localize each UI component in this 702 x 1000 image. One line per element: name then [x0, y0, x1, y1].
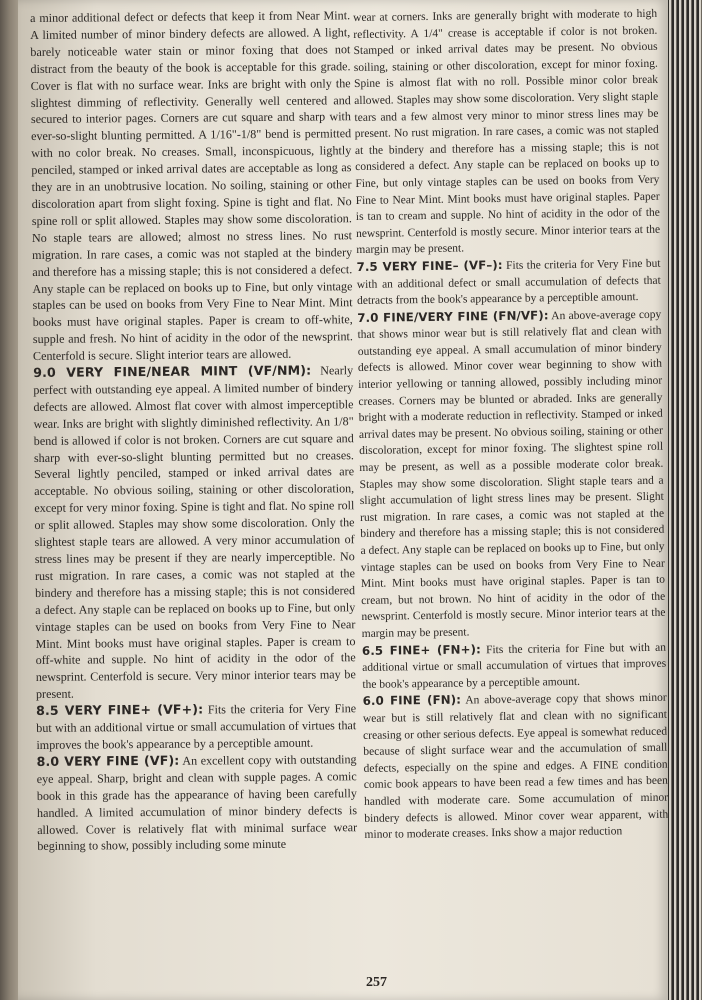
grade-entry-6-0: [363, 689, 669, 844]
grade-heading: 6.5 FINE+ (FN+):: [361, 641, 481, 658]
right-column: [353, 6, 669, 844]
grade-entry-7-5: [356, 255, 661, 310]
grade-heading: 7.5 VERY FINE– (VF–):: [356, 257, 503, 274]
paragraph-text: wear at corners. Inks are generally bright with moderate to high reflectivity. A 1/4" crease is acceptable if color is not broken. Stamped or inked arrival dates may be present. No obvious soiling, staining or other discoloration, except for minor foxing. Spine is almost flat with no roll. Possible minor color break allowed. Staples may show some discoloration. Very slight staple tears and a few almost very minor to minor stress lines may be present. No rust migration. In rare cases, a comic was not stapled at the bindery and therefore has a missing staple; this is not considered a defect. Any staple can be replaced on books up to Fine, but only vintage staples can be used on books from Very Fine to Near Mint. Mint books must have original staples. Paper is tan to cream and supple. No hint of acidity in the odor of the newsprint. Centerfold is mostly secure. Minor interior tears at the margin may be present.: [353, 7, 661, 257]
grade-heading: 9.0 VERY FINE/NEAR MINT (VF/NM):: [33, 362, 312, 381]
paragraph: [353, 6, 660, 259]
paragraph-text: An above-average copy that shows minor wear but is still relatively flat and clean with no significant creasing or other serious defects. Eye appeal is somewhat reduced because of slight surface wear and the accumulation of small defects, especially on the spine and edges. A FINE condition comic book appears to have been read a few times and has been handled with moderate care. Some accumulation of minor bindery defects is allowed. Minor cover wear apparent, with minor to moderate creases. Inks show a major reduction: [362, 692, 669, 842]
paragraph-text: a minor additional defect or defects that keep it from Near Mint. A limited number of minor bindery defects are allowed. A light, barely noticeable water stain or minor foxing that does not distract from the beauty of the book is acceptable for this grade. Cover is flat with no surface wear. Inks are bright with only the slightest dimming of reflectivity. Generally well centered and secured to interior pages. Corners are cut square and sharp with ever-so-slight blunting permitted. A 1/16"-1/8" bend is permitted with no color break. No creases. Small, inconspicuous, lightly penciled, stamped or inked arrival dates are acceptable as long as they are in an unobtrusive location. No soiling, staining or other discoloration apart from slight foxing. Spine is tight and flat. No spine roll or split allowed. Staples may show some discoloration. No staple tears are allowed; almost no stress lines. No rust migration. In rare cases, a comic was not stapled at the bindery and therefore has a missing staple; this is not considered a defect. Any staple can be replaced on books up to Fine, but only vintage staples can be used on books from Very Fine to Near Mint. Mint books must have original staples. Paper is cream to off-white, supple and fresh. No hint of acidity in the odor of the newsprint. Centerfold is secure. Slight interior tears are allowed.: [30, 8, 353, 364]
grade-entry-6-5: [362, 638, 667, 693]
grade-entry-8-5: [36, 700, 356, 754]
grade-entry-8-0: [36, 751, 357, 855]
paragraph: [30, 7, 353, 365]
page-stack-edge: [662, 0, 702, 1000]
grade-entry-7-0: [357, 305, 666, 642]
grade-heading: 8.0 VERY FINE (VF):: [36, 752, 180, 769]
book-page: [18, 0, 668, 1000]
grade-heading: 8.5 VERY FINE+ (VF+):: [36, 701, 204, 719]
paragraph-text: An above-average copy that shows minor wear but is still relatively flat and clean with outstanding eye appeal. A small accumulation of minor bindery defects is allowed. Minor cover wear beginning to show with interior yellowing or tanning allowed, possibly including minor creases. Corners may be blunted or abraded. Inks are generally bright with a moderate reduction in reflectivity. Stamped or inked arrival dates may be present. No obvious soiling, staining or other discoloration, except for minor foxing. The slightest spine roll may be present, as well as a possible moderate color break. Staples may show some discoloration. Slight staple tears and a slight accumulation of light stress lines may be present. Slight rust migration. In rare cases, a comic was not stapled at the bindery and therefore has a missing staple; this is not considered a defect. Any staple can be replaced on books up to Fine, but only vintage staples can be used on books from Very Fine to Near Mint. Mint books must have original staples. Paper is tan to cream, but not brown. No hint of acidity in the odor of the newsprint. Centerfold is mostly secure. Minor interior tears at the margin may be present.: [357, 308, 666, 640]
grade-heading: 7.0 FINE/VERY FINE (FN/VF):: [357, 307, 549, 325]
paragraph-text: An excellent copy with outstanding eye appeal. Sharp, bright and clean with supple pages. A comic book in this grade has the appearance of having been carefully handled. A limited accumulation of minor bindery defects is allowed. Cover is relatively flat with minimal surface wear beginning to show, possibly including some minute: [36, 752, 358, 854]
paragraph-text: Nearly perfect with outstanding eye appeal. A limited number of bindery defects are allowed. Almost flat cover with almost imperceptible wear. Inks are bright with slightly diminished reflectivity. An 1/8" bend is allowed if color is not broken. Corners are cut square and sharp with ever-so-slight blunting permitted but no creases. Several lightly penciled, stamped or inked arrival dates are acceptable. No obvious soiling, staining or other discoloration, except for very minor foxing. Spine is tight and flat. No spine roll or split allowed. Staples may show some discoloration. Only the slightest staple tears are allowed. A very minor accumulation of stress lines may be present if they are nearly imperceptible. No rust migration. In rare cases, a comic was not stapled at the bindery and therefore has a missing staple; this is not considered a defect. Any staple can be replaced on books up to Fine, but only vintage staples can be used on books from Very Fine to Near Mint. Mint books must have original staples. Paper is cream to off-white and supple. No hint of acidity in the odor of the newsprint. Centerfold is secure. Very minor interior tears may be present.: [33, 363, 356, 702]
paragraph-text: Fits the criteria for Very Fine but with an additional defect or small accumulation of defects that detracts from the book's appearance by a perceptible amount.: [356, 257, 661, 308]
left-column: [30, 7, 357, 855]
paragraph-text: Fits the criteria for Fine but with an additional virtue or small accumulation of virtues that improves the book's appearance by a perceptible amount.: [362, 641, 667, 691]
page-number: 257: [366, 975, 387, 990]
grade-entry-9-0: [33, 362, 356, 703]
paragraph-text: Fits the criteria for Very Fine but with an additional virtue or small accumulation of virtues that improves the book's appearance by a perceptible amount.: [36, 701, 357, 752]
grade-heading: 6.0 FINE (FN):: [362, 692, 462, 709]
